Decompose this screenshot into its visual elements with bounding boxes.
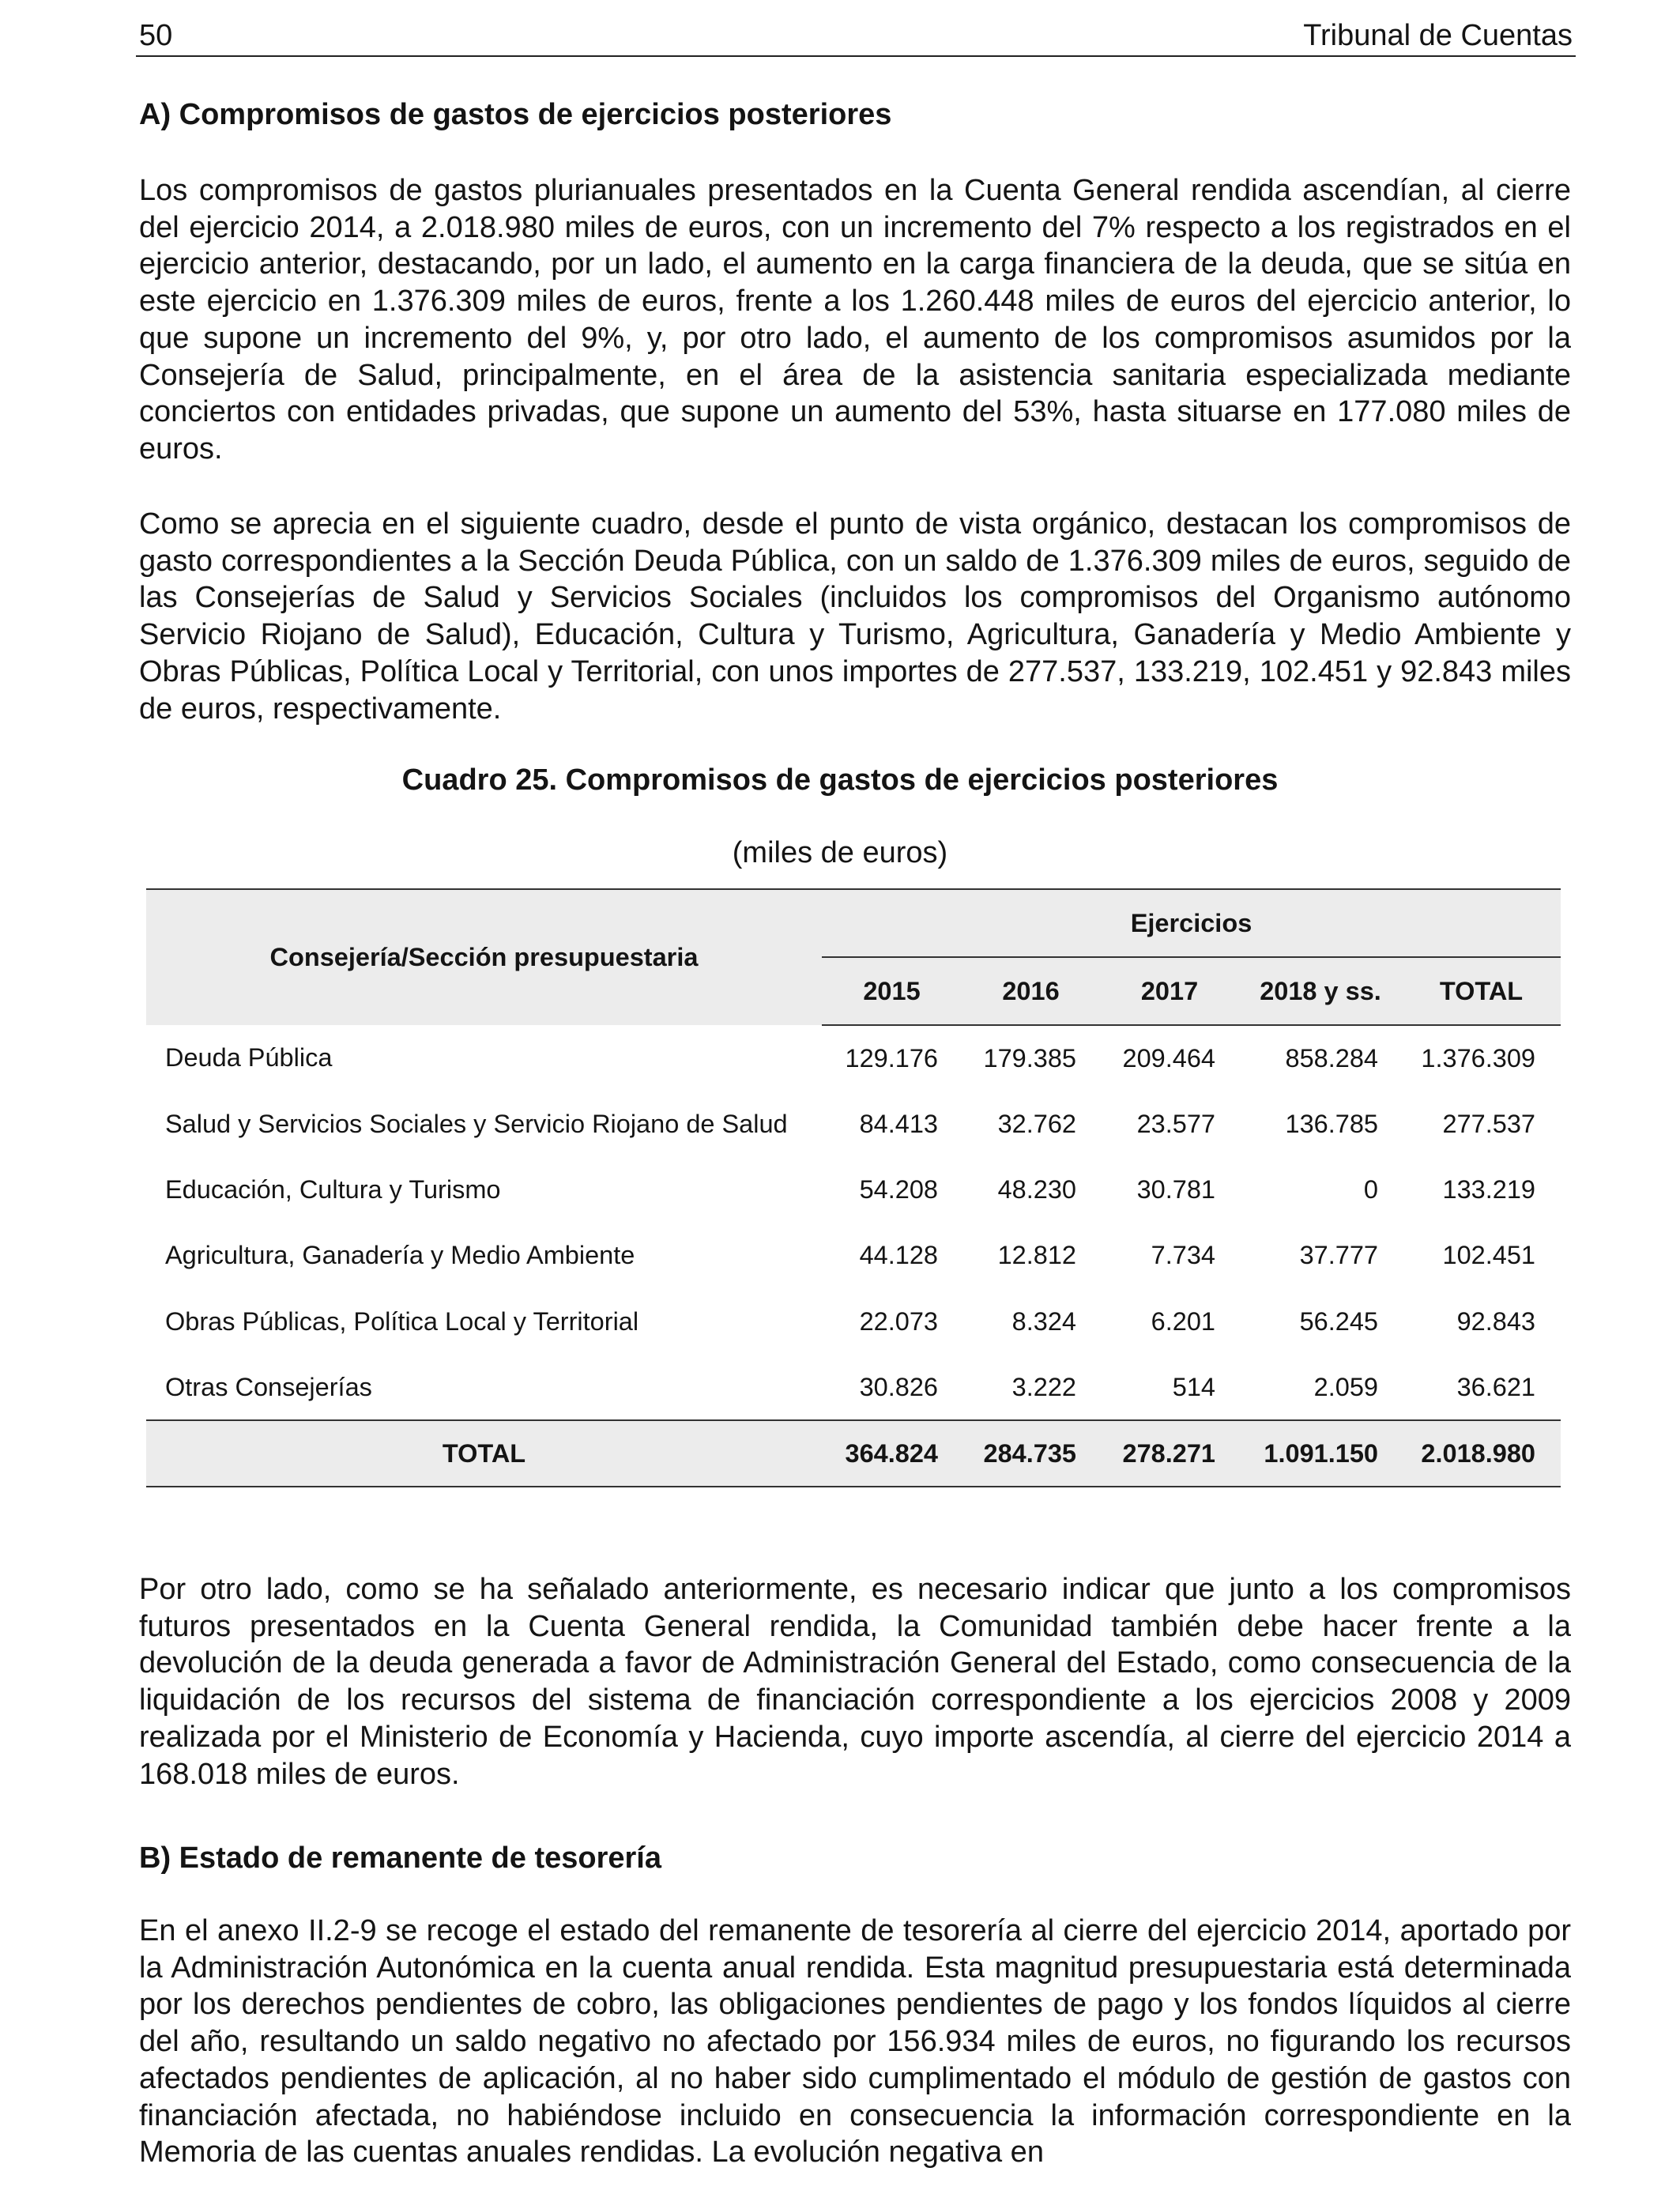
section-column-header: Consejería/Sección presupuestaria <box>146 889 822 1025</box>
row-name: Deuda Pública <box>165 1043 333 1072</box>
row-name: Agricultura, Ganadería y Medio Ambiente <box>165 1241 635 1270</box>
section-b-heading: B) Estado de remanente de tesorería <box>139 1842 661 1875</box>
cell-value: 92.843 <box>1456 1306 1535 1336</box>
table-row <box>146 1025 1561 1091</box>
column-header-2016: 2016 <box>962 957 1100 1025</box>
cell-value: 8.324 <box>1011 1306 1076 1336</box>
total-value: 2.018.980 <box>1402 1420 1561 1487</box>
cell-value: 48.230 <box>997 1174 1076 1204</box>
cell-value: 102.451 <box>1442 1241 1535 1270</box>
page-header <box>136 16 1576 57</box>
cell-value: 36.621 <box>1456 1372 1535 1401</box>
total-value: 278.271 <box>1100 1420 1239 1487</box>
cell-value: 44.128 <box>859 1241 938 1270</box>
section-a-paragraph-2: Como se aprecia en el siguiente cuadro, desde el punto de vista orgánico, destacan los compromisos de gasto correspondientes a la Sección Deuda Pública, con un saldo de 1.376.309 miles de euros, seguido de las Consejerías de Salud y Servicios Sociales (incluidos los compromisos del Organismo autónomo Servicio Riojano de Salud), Educación, Cultura y Turismo, Agricultura, Ganadería y Medio Ambiente y Obras Públicas, Política Local y Territorial, con unos importes de 277.537, 133.219, 102.451 y 92.843 miles de euros, respectivamente. <box>139 507 1571 726</box>
column-header-2018: 2018 y ss. <box>1239 957 1402 1025</box>
cell-value: 30.826 <box>859 1372 938 1401</box>
cell-value: 84.413 <box>859 1109 938 1138</box>
column-header-2017: 2017 <box>1100 957 1239 1025</box>
cell-value: 0 <box>1363 1174 1378 1204</box>
table-row <box>146 1355 1561 1420</box>
cell-value: 23.577 <box>1136 1109 1215 1138</box>
running-title: Tribunal de Cuentas <box>1303 19 1573 52</box>
ejercicios-group-header: Ejercicios <box>822 889 1561 957</box>
cell-value: 32.762 <box>997 1109 1076 1138</box>
cell-value: 2.059 <box>1313 1372 1378 1401</box>
cell-value: 37.777 <box>1299 1241 1378 1270</box>
cell-value: 133.219 <box>1442 1174 1535 1204</box>
column-header-2015: 2015 <box>822 957 962 1025</box>
table-row <box>146 1289 1561 1355</box>
table-units: (miles de euros) <box>732 836 948 869</box>
total-value: 284.735 <box>962 1420 1100 1487</box>
cell-value: 3.222 <box>1011 1372 1076 1401</box>
total-value: 364.824 <box>822 1420 962 1487</box>
page-number: 50 <box>139 19 173 52</box>
column-header-total: TOTAL <box>1402 957 1561 1025</box>
table-row <box>146 1091 1561 1156</box>
section-a-paragraph-1: Los compromisos de gastos plurianuales presentados en la Cuenta General rendida ascendían, al cierre del ejercicio 2014, a 2.018.980 miles de euros, con un incremento del 7% respecto a los registrados en el ejercicio anterior, destacando, por un lado, el aumento en la carga financiera de la deuda, que se sitúa en este ejercicio en 1.376.309 miles de euros, frente a los 1.260.448 miles de euros del ejercicio anterior, lo que supone un incremento del 9%, y, por otro lado, el aumento de los compromisos asumidos por la Consejería de Salud, principalmente, en el área de la asistencia sanitaria especializada mediante conciertos con entidades privadas, que supone un aumento del 53%, hasta situarse en 177.080 miles de euros. <box>139 174 1571 466</box>
cell-value: 56.245 <box>1299 1306 1378 1336</box>
cell-value: 54.208 <box>859 1174 938 1204</box>
row-name: Otras Consejerías <box>165 1372 372 1401</box>
cell-value: 1.376.309 <box>1421 1043 1535 1072</box>
cell-value: 514 <box>1172 1372 1215 1401</box>
cell-value: 129.176 <box>845 1043 938 1072</box>
total-row <box>146 1420 1561 1487</box>
cell-value: 277.537 <box>1442 1109 1535 1138</box>
cell-value: 22.073 <box>859 1306 938 1336</box>
section-a-heading: A) Compromisos de gastos de ejercicios posteriores <box>139 98 892 131</box>
row-name: Educación, Cultura y Turismo <box>165 1174 501 1204</box>
total-label: TOTAL <box>146 1420 822 1487</box>
table-title: Cuadro 25. Compromisos de gastos de ejercicios posteriores <box>401 763 1279 797</box>
cell-value: 30.781 <box>1136 1174 1215 1204</box>
total-value: 1.091.150 <box>1239 1420 1402 1487</box>
table-row <box>146 1223 1561 1288</box>
cell-value: 6.201 <box>1151 1306 1215 1336</box>
after-table-paragraph: Por otro lado, como se ha señalado anteriormente, es necesario indicar que junto a los compromisos futuros presentados en la Cuenta General rendida, la Comunidad también debe hacer frente a la devolución de la deuda generada a favor de Administración General del Estado, como consecuencia de la liquidación de los recursos del sistema de financiación correspondiente a los ejercicios 2008 y 2009 realizada por el Ministerio de Economía y Hacienda, cuyo importe ascendía, al cierre del ejercicio 2014 a 168.018 miles de euros. <box>139 1573 1571 1791</box>
cell-value: 136.785 <box>1285 1109 1378 1138</box>
table-row <box>146 1157 1561 1223</box>
cell-value: 858.284 <box>1285 1043 1378 1072</box>
row-name: Obras Públicas, Política Local y Territorial <box>165 1306 639 1336</box>
cell-value: 179.385 <box>983 1043 1076 1072</box>
cell-value: 7.734 <box>1151 1241 1215 1270</box>
cell-value: 12.812 <box>997 1241 1076 1270</box>
cell-value: 209.464 <box>1122 1043 1215 1072</box>
section-b-paragraph: En el anexo II.2-9 se recoge el estado del remanente de tesorería al cierre del ejercicio 2014, aportado por la Administración Autonómica en la cuenta anual rendida. Esta magnitud presupuestaria está determinada por los derechos pendientes de cobro, las obligaciones pendientes de pago y los fondos líquidos al cierre del año, resultando un saldo negativo no afectado por 156.934 miles de euros, no figurando los recursos afectados pendientes de aplicación, al no haber sido cumplimentado el módulo de gestión de gastos con financiación afectada, no habiéndose incluido en consecuencia la información correspondiente en la Memoria de las cuentas anuales rendidas. La evolución negativa en <box>139 1914 1571 2169</box>
row-name: Salud y Servicios Sociales y Servicio Riojano de Salud <box>165 1109 788 1138</box>
commitments-table <box>146 888 1561 1487</box>
